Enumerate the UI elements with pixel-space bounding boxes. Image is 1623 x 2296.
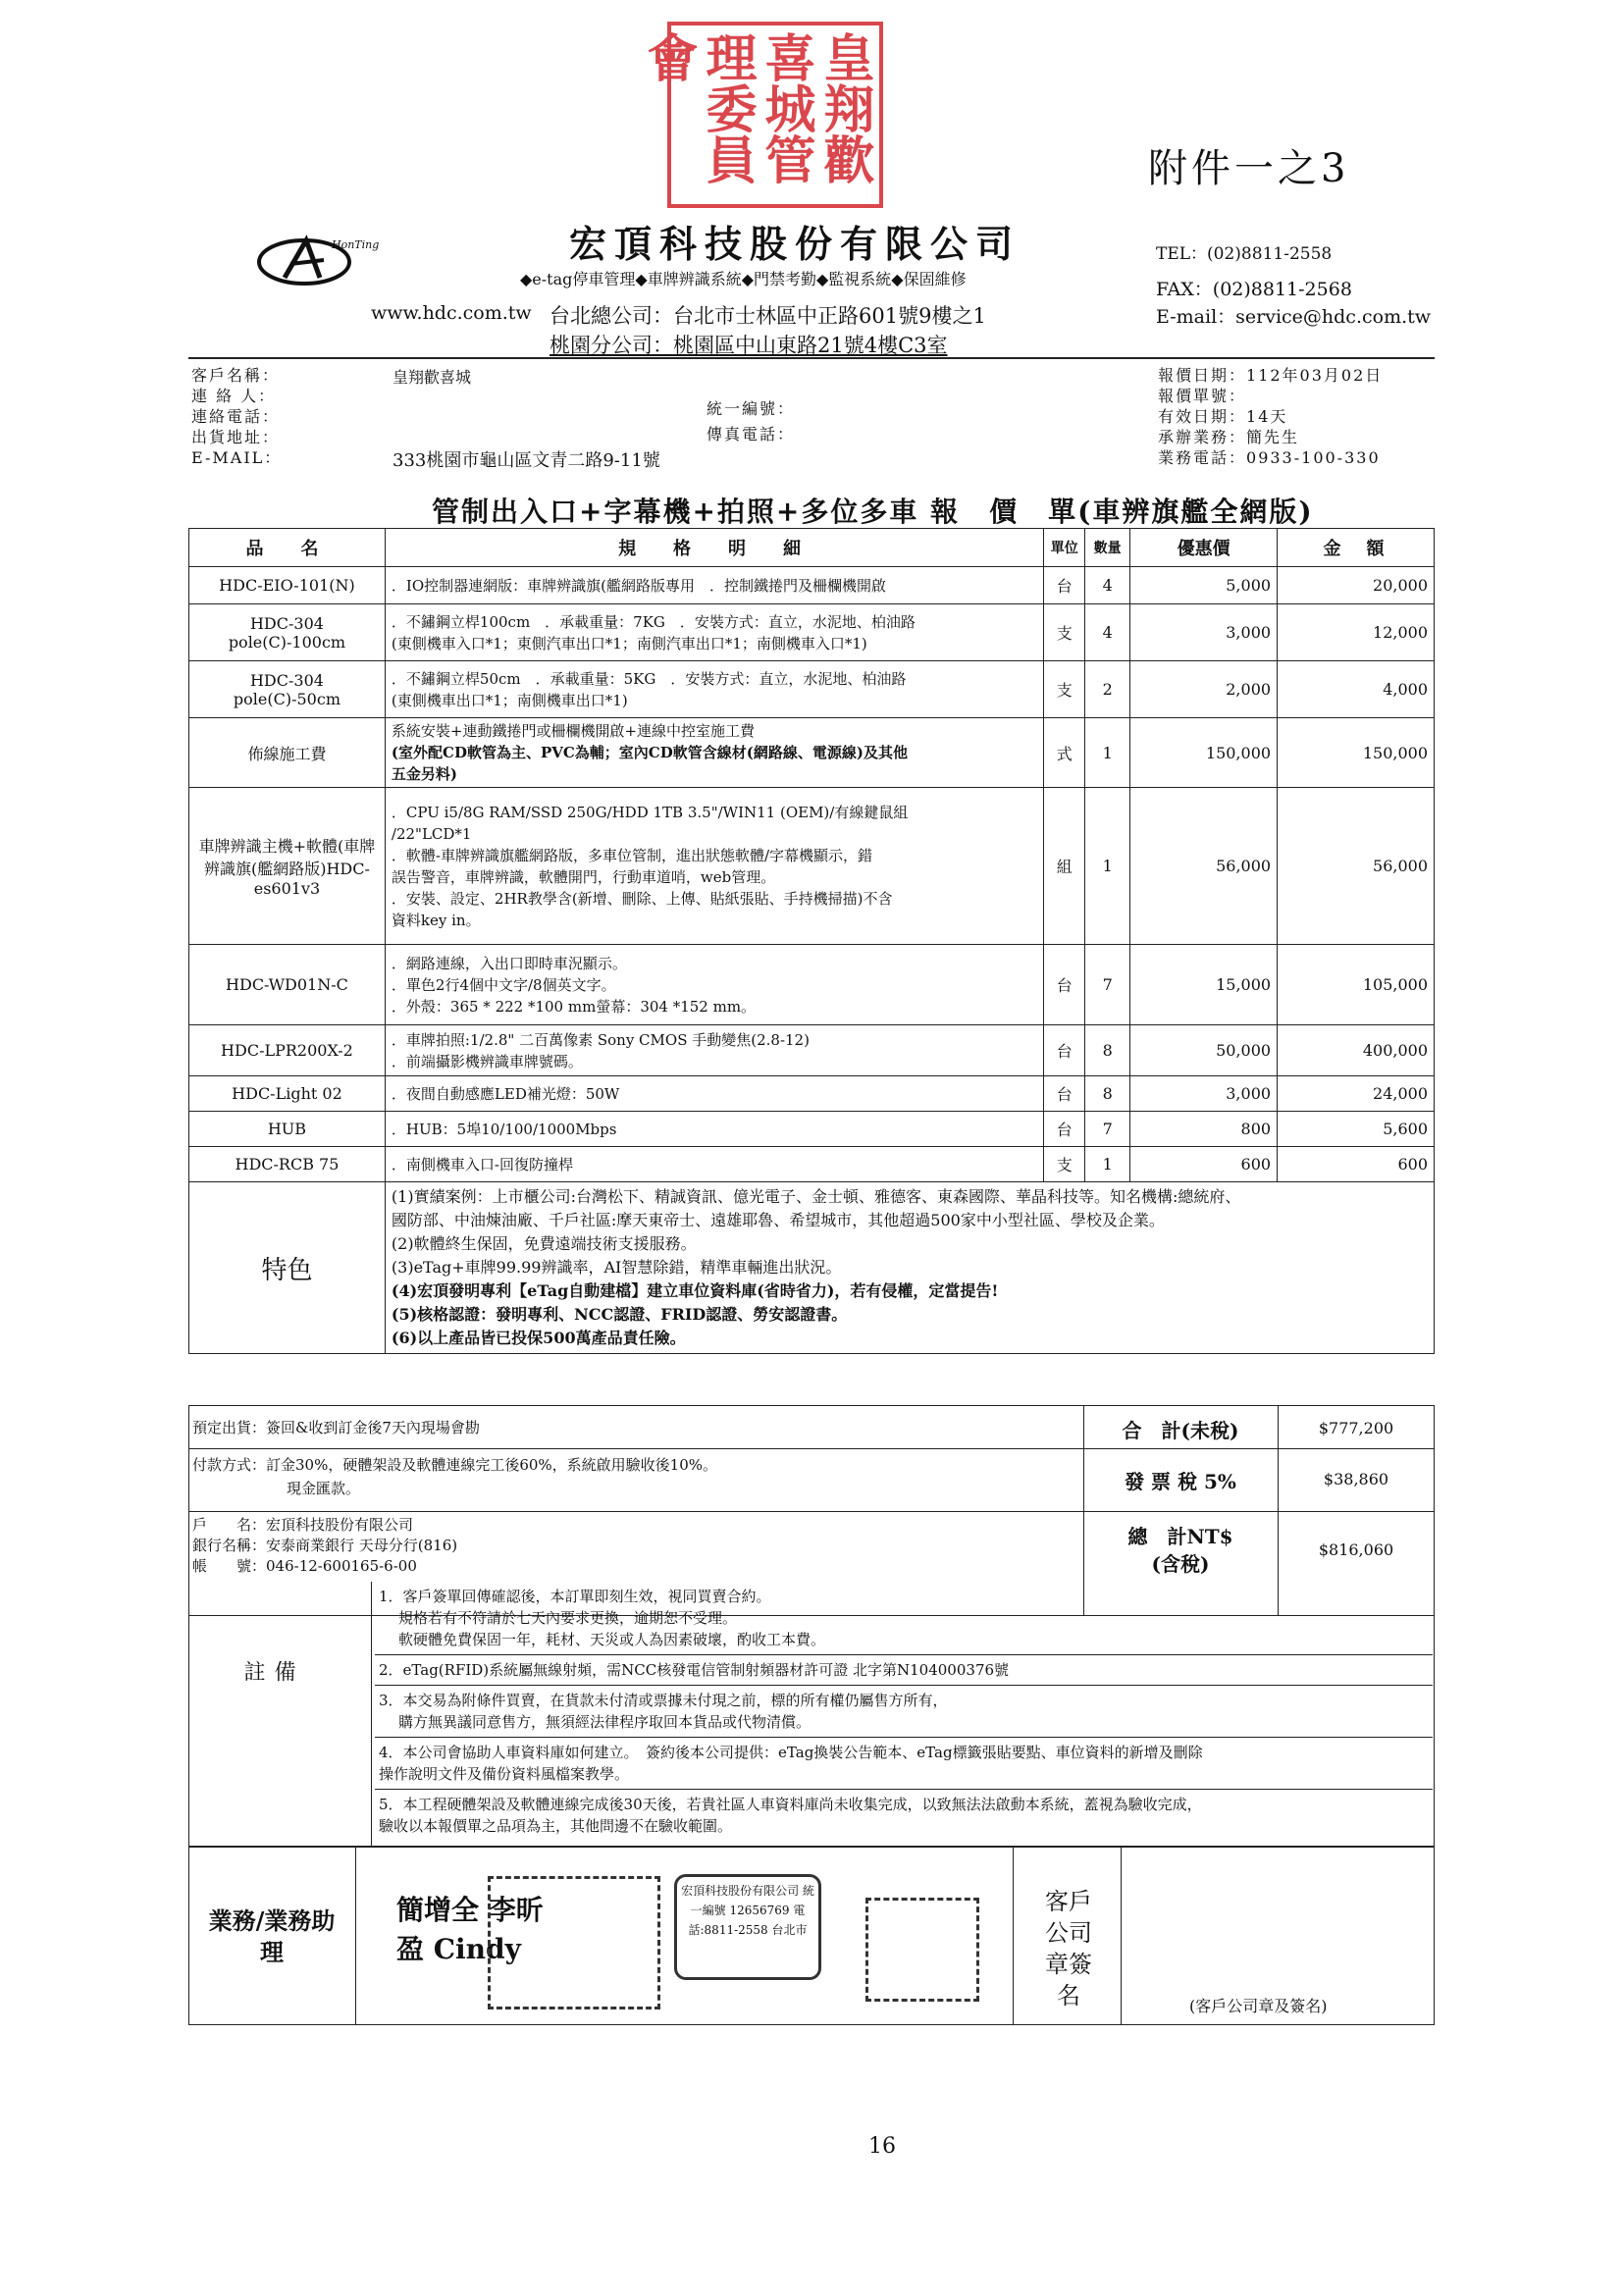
quote-number bbox=[1158, 386, 1383, 406]
item-spec bbox=[385, 945, 1043, 1025]
note-item bbox=[375, 1738, 1433, 1790]
logo-text: HonTing bbox=[332, 238, 380, 251]
features-label: 特色 bbox=[189, 1182, 386, 1354]
table-row bbox=[189, 1076, 1435, 1112]
item-spec bbox=[385, 661, 1043, 718]
company-square-stamp bbox=[488, 1876, 660, 2009]
spec-line: ．前端攝影機辨識車牌號碼。 bbox=[391, 1052, 583, 1070]
item-unit: 式 bbox=[1044, 718, 1085, 788]
features-list bbox=[385, 1182, 1434, 1354]
note-item bbox=[375, 1582, 1433, 1655]
column-header: 規 格 明 細 bbox=[385, 529, 1043, 567]
spec-line: ．夜間自動感應LED補光燈：50W bbox=[391, 1084, 620, 1103]
item-qty: 4 bbox=[1085, 604, 1130, 661]
table-row bbox=[189, 945, 1435, 1025]
client-fax-label: 傳真電話： bbox=[707, 425, 796, 444]
signature-section bbox=[188, 1847, 1435, 2025]
note-line: 規格若有不符請於七天內要求更換，逾期恕不受理。 bbox=[398, 1609, 738, 1627]
table-row bbox=[189, 1025, 1435, 1076]
client-signature-hint: (客戶公司章及簽名) bbox=[1189, 1997, 1328, 2015]
quote-table bbox=[188, 528, 1435, 1354]
sales-phone-value: 0933-100-330 bbox=[1246, 448, 1381, 467]
item-spec bbox=[385, 604, 1043, 661]
responsible-stamp bbox=[865, 1898, 979, 2002]
spec-line: 誤告警音，車牌辨識，軟體開門，行動車道哨，web管理。 bbox=[391, 867, 776, 886]
valid-label: 有效日期： bbox=[1158, 407, 1247, 426]
table-row bbox=[189, 661, 1435, 718]
delivery-terms: 預定出貨：簽回&收到訂金後7天內現場會勘 bbox=[192, 1419, 480, 1436]
spec-line: (東側機車入口*1；東側汽車出口*1；南側汽車出口*1；南側機車入口*1) bbox=[391, 634, 867, 652]
company-invoice-stamp: 宏頂科技股份有限公司 統一編號 12656769 電話:8811-2558 台北市 bbox=[674, 1874, 821, 1980]
client-signature-label: 客戶公司章簽名 bbox=[1045, 1888, 1092, 2009]
email-label: E-MAIL： bbox=[191, 448, 283, 467]
item-name: HDC-LPR200X-2 bbox=[189, 1025, 386, 1076]
item-amount: 12,000 bbox=[1278, 604, 1435, 661]
subtotal-label: 合 計(未稅) bbox=[1122, 1419, 1239, 1442]
item-price: 2,000 bbox=[1130, 661, 1278, 718]
item-name: HDC-EIO-101(N) bbox=[189, 567, 386, 604]
spec-line: ．安裝、設定、2HR教學含(新增、刪除、上傳、貼紙張貼、手持機掃描)不含 bbox=[391, 889, 893, 908]
client-name-label: 客戶名稱： bbox=[191, 366, 281, 385]
item-amount: 400,000 bbox=[1278, 1025, 1435, 1076]
feature-line: (3)eTag+車牌99.99辨識率，AI智慧除錯，精準車輛進出狀況。 bbox=[391, 1258, 842, 1277]
spec-line: ．車牌拍照:1/2.8" 二百萬像素 Sony CMOS 手動變焦(2.8-12) bbox=[391, 1030, 810, 1049]
column-header: 數量 bbox=[1085, 529, 1130, 567]
quote-no-label: 報價單號： bbox=[1158, 387, 1247, 405]
item-qty: 4 bbox=[1085, 567, 1130, 604]
item-name: HUB bbox=[189, 1112, 386, 1147]
spec-line: (東側機車出口*1；南側機車出口*1) bbox=[391, 691, 628, 709]
company-email: E-mail：service@hdc.com.tw bbox=[1156, 306, 1432, 328]
note-item bbox=[375, 1790, 1433, 1841]
bank-name: 銀行名稱：安泰商業銀行 天母分行(816) bbox=[192, 1537, 458, 1554]
item-name: HDC-304 pole(C)-50cm bbox=[189, 661, 386, 718]
page-number: 16 bbox=[868, 2134, 896, 2159]
item-qty: 8 bbox=[1085, 1076, 1130, 1112]
item-spec bbox=[385, 567, 1043, 604]
payment-terms: 付款方式：訂金30%，硬體架設及軟體連線完工後60%，系統啟用驗收後10%。 bbox=[192, 1456, 718, 1474]
item-amount: 5,600 bbox=[1278, 1112, 1435, 1147]
spec-line: 五金另料) bbox=[391, 765, 458, 783]
spec-line: ．IO控制器連網版：車牌辨識旗(艦網路版專用 ．控制鐵捲門及柵欄機開啟 bbox=[391, 576, 886, 595]
item-amount: 150,000 bbox=[1278, 718, 1435, 788]
spec-line: ．CPU i5/8G RAM/SSD 250G/HDD 1TB 3.5"/WIN11 (OEM)/有線鍵鼠組 bbox=[391, 803, 909, 821]
item-amount: 600 bbox=[1278, 1147, 1435, 1182]
item-spec bbox=[385, 1025, 1043, 1076]
item-amount: 20,000 bbox=[1278, 567, 1435, 604]
feature-line: 國防部、中油煉油廠、千戶社區:摩天東帝士、遠雄耶魯、希望城市，其他超過500家中小型社區、學校及企業。 bbox=[391, 1211, 1165, 1229]
management-seal bbox=[638, 22, 883, 208]
spec-line: ．單色2行4個中文字/8個英文字。 bbox=[391, 975, 616, 994]
quote-date bbox=[1158, 365, 1383, 386]
item-unit: 支 bbox=[1044, 604, 1085, 661]
sales-phone-label: 業務電話： bbox=[1158, 448, 1247, 467]
item-amount: 24,000 bbox=[1278, 1076, 1435, 1112]
tax-value: $38,860 bbox=[1323, 1470, 1389, 1488]
sales-names: 簡增全 李昕盈 Cindy bbox=[396, 1894, 544, 1965]
payment-method: 現金匯款。 bbox=[287, 1480, 361, 1497]
company-name: 宏頂科技股份有限公司 bbox=[569, 222, 1021, 266]
item-price: 3,000 bbox=[1130, 604, 1278, 661]
account-name: 戶 名：宏頂科技股份有限公司 bbox=[192, 1516, 414, 1534]
table-row bbox=[189, 567, 1435, 604]
item-name: HDC-Light 02 bbox=[189, 1076, 386, 1112]
item-unit: 支 bbox=[1044, 1147, 1085, 1182]
item-price: 800 bbox=[1130, 1112, 1278, 1147]
item-name: HDC-304 pole(C)-100cm bbox=[189, 604, 386, 661]
column-header: 優惠價 bbox=[1130, 529, 1278, 567]
item-price: 5,000 bbox=[1130, 567, 1278, 604]
feature-line: (2)軟體終生保固，免費遠端技術支援服務。 bbox=[391, 1234, 697, 1253]
sales-signature-label: 業務/業務助理 bbox=[208, 1906, 336, 1966]
table-row bbox=[189, 604, 1435, 661]
client-name-value: 皇翔歡喜城 bbox=[393, 368, 472, 387]
item-spec bbox=[385, 1147, 1043, 1182]
item-qty: 1 bbox=[1085, 718, 1130, 788]
note-line: 購方無異議同意售方，無須經法律程序取回本貨品或代物清償。 bbox=[398, 1713, 812, 1731]
item-amount: 105,000 bbox=[1278, 945, 1435, 1025]
address-label: 出貨地址： bbox=[191, 428, 281, 446]
table-header-row bbox=[189, 529, 1435, 567]
note-item bbox=[375, 1686, 1433, 1738]
subtotal-value: $777,200 bbox=[1318, 1419, 1394, 1437]
item-unit: 支 bbox=[1044, 661, 1085, 718]
item-amount: 4,000 bbox=[1278, 661, 1435, 718]
note-line: 2．eTag(RFID)系統屬無線射頻，需NCC核發電信管制射頻器材許可證 北字第N104000376號 bbox=[379, 1661, 1010, 1679]
features-row bbox=[189, 1182, 1435, 1354]
note-item bbox=[375, 1655, 1433, 1686]
note-line: 軟硬體免費保固一年，耗材、天災或人為因素破壞，酌收工本費。 bbox=[398, 1631, 826, 1648]
quote-title: 管制出入口+字幕機+拍照+多位多車 報 價 單(車辨旗艦全網版) bbox=[432, 496, 1314, 528]
account-number: 帳 號：046-12-600165-6-00 bbox=[192, 1557, 417, 1575]
table-row bbox=[189, 1112, 1435, 1147]
sales-value: 簡先生 bbox=[1246, 428, 1300, 446]
feature-line: (4)宏頂發明專利【eTag自動建檔】建立車位資料庫(省時省力)，若有侵權，定當提告! bbox=[391, 1281, 999, 1300]
spec-line: ．不鏽鋼立桿100cm ．承載重量：7KG ．安裝方式：直立，水泥地、柏油路 bbox=[391, 612, 916, 631]
item-price: 600 bbox=[1130, 1147, 1278, 1182]
spec-line: ．外殼：365 * 222 *100 mm螢幕：304 *152 mm。 bbox=[391, 997, 757, 1016]
spec-line: ．軟體-車牌辨識旗艦網路版，多車位管制，進出狀態軟體/字幕機顯示，錯 bbox=[391, 846, 873, 864]
attachment-label: 附件一之3 bbox=[1148, 146, 1350, 191]
table-row bbox=[189, 1147, 1435, 1182]
item-name: 佈線施工費 bbox=[189, 718, 386, 788]
item-qty: 7 bbox=[1085, 1112, 1130, 1147]
item-qty: 7 bbox=[1085, 945, 1130, 1025]
total-label bbox=[1083, 1523, 1278, 1578]
feature-line: (6)以上產品皆已投保500萬產品責任險。 bbox=[391, 1329, 686, 1347]
item-unit: 台 bbox=[1044, 1112, 1085, 1147]
note-line: 驗收以本報價單之品項為主，其他問邊不在驗收範圍。 bbox=[379, 1817, 733, 1835]
notes-section bbox=[188, 1582, 1435, 1847]
tax-label: 發 票 稅 5% bbox=[1125, 1470, 1236, 1493]
item-unit: 組 bbox=[1044, 788, 1085, 945]
sales-phone bbox=[1158, 447, 1383, 468]
item-qty: 8 bbox=[1085, 1025, 1130, 1076]
item-price: 150,000 bbox=[1130, 718, 1278, 788]
feature-line: (1)實績案例：上市櫃公司:台灣松下、精誠資訊、億光電子、金士頓、雅德客、東森國際、華晶科技等。知名機構:總統府、 bbox=[391, 1187, 1241, 1206]
item-qty: 1 bbox=[1085, 788, 1130, 945]
branch-address: 桃園分公司：桃園區中山東路21號4樓C3室 bbox=[550, 334, 948, 357]
spec-line: ．不鏽鋼立桿50cm ．承載重量：5KG ．安裝方式：直立，水泥地、柏油路 bbox=[391, 669, 907, 688]
spec-line: ．HUB：5埠10/100/1000Mbps bbox=[391, 1120, 617, 1138]
item-amount: 56,000 bbox=[1278, 788, 1435, 945]
note-line: 1．客戶簽單回傳確認後，本訂單即刻生效，視同買賣合約。 bbox=[379, 1588, 771, 1605]
hq-address: 台北總公司：台北市士林區中正路601號9樓之1 bbox=[550, 304, 986, 328]
note-line: 4．本公司會協助人車資料庫如何建立。 簽約後本公司提供：eTag換裝公告範本、eTag標籤張貼要點、車位資料的新增及刪除 bbox=[379, 1744, 1203, 1761]
bank-info bbox=[192, 1515, 457, 1577]
column-header: 品 名 bbox=[189, 529, 386, 567]
item-spec bbox=[385, 788, 1043, 945]
company-logo bbox=[255, 231, 393, 289]
company-fax: FAX：(02)8811-2568 bbox=[1156, 279, 1352, 300]
total-value: $816,060 bbox=[1318, 1540, 1394, 1559]
item-unit: 台 bbox=[1044, 1076, 1085, 1112]
sales-person bbox=[1158, 427, 1383, 447]
date-label: 報價日期： bbox=[1158, 366, 1247, 385]
note-line: 3．本交易為附條件買賣，在貨款未付清或票據未付現之前，標的所有權仍屬售方所有， bbox=[379, 1692, 948, 1709]
total-label-line1: 總 計NT$ bbox=[1127, 1525, 1233, 1548]
note-line: 5．本工程硬體架設及軟體連線完成後30天後，若貴社區人車資料庫尚未收集完成，以致無法法啟動本系統，蓋視為驗收完成， bbox=[379, 1796, 1202, 1813]
spec-line: 系統安裝+連動鐵捲門或柵欄機開啟+連線中控室施工費 bbox=[391, 722, 756, 740]
client-mid-labels bbox=[707, 396, 795, 447]
header-divider bbox=[188, 357, 1435, 359]
company-tel: TEL：(02)8811-2558 bbox=[1156, 244, 1333, 264]
item-spec bbox=[385, 718, 1043, 788]
item-spec bbox=[385, 1112, 1043, 1147]
column-header: 單位 bbox=[1044, 529, 1085, 567]
item-name: 車牌辨識主機+軟體(車牌辨識旗(艦網路版)HDC-es601v3 bbox=[189, 788, 386, 945]
service-list: ◆e-tag停車管理◆車牌辨識系統◆門禁考勤◆監視系統◆保固維修 bbox=[520, 270, 967, 288]
item-price: 15,000 bbox=[1130, 945, 1278, 1025]
item-price: 56,000 bbox=[1130, 788, 1278, 945]
contact-label: 連 絡 人： bbox=[191, 387, 277, 405]
spec-line: ．網路連線，入出口即時車況顯示。 bbox=[391, 954, 627, 972]
items-body bbox=[189, 567, 1435, 1182]
sales-label: 承辦業務： bbox=[1158, 428, 1247, 446]
item-unit: 台 bbox=[1044, 1025, 1085, 1076]
tax-id-label: 統一編號： bbox=[707, 399, 796, 418]
spec-line: 資料key in。 bbox=[391, 911, 481, 929]
date-value: 112年03月02日 bbox=[1246, 366, 1384, 385]
item-unit: 台 bbox=[1044, 567, 1085, 604]
item-price: 3,000 bbox=[1130, 1076, 1278, 1112]
table-row bbox=[189, 788, 1435, 945]
client-address-value: 333桃園市龜山區文青二路9-11號 bbox=[393, 450, 660, 471]
website-link[interactable]: www.hdc.com.tw bbox=[371, 302, 532, 324]
spec-line: /22"LCD*1 bbox=[391, 824, 472, 843]
note-line: 操作說明文件及備份資料風檔案教學。 bbox=[379, 1765, 630, 1783]
item-qty: 2 bbox=[1085, 661, 1130, 718]
item-name: HDC-WD01N-C bbox=[189, 945, 386, 1025]
valid-value: 14天 bbox=[1246, 407, 1288, 426]
spec-line: (室外配CD軟管為主、PVC為輔；室內CD軟管含線材(網路線、電源線)及其他 bbox=[391, 744, 908, 761]
item-qty: 1 bbox=[1085, 1147, 1130, 1182]
feature-line: (5)核格認證：發明專利、NCC認證、FRID認證、勞安認證書。 bbox=[391, 1305, 848, 1324]
item-name: HDC-RCB 75 bbox=[189, 1147, 386, 1182]
notes-list bbox=[375, 1582, 1433, 1841]
notes-label: 備 註 bbox=[240, 1660, 295, 1813]
item-spec bbox=[385, 1076, 1043, 1112]
column-header: 金 額 bbox=[1278, 529, 1435, 567]
total-label-line2: (含稅) bbox=[1151, 1552, 1210, 1576]
spec-line: ．南側機車入口-回復防撞桿 bbox=[391, 1155, 573, 1174]
seal-text: 皇翔歡喜城管理委員會 bbox=[638, 31, 874, 184]
item-unit: 台 bbox=[1044, 945, 1085, 1025]
client-labels bbox=[191, 365, 282, 468]
quote-meta bbox=[1158, 365, 1383, 468]
item-price: 50,000 bbox=[1130, 1025, 1278, 1076]
phone-label: 連絡電話： bbox=[191, 407, 281, 426]
valid-period bbox=[1158, 406, 1383, 427]
table-row bbox=[189, 718, 1435, 788]
